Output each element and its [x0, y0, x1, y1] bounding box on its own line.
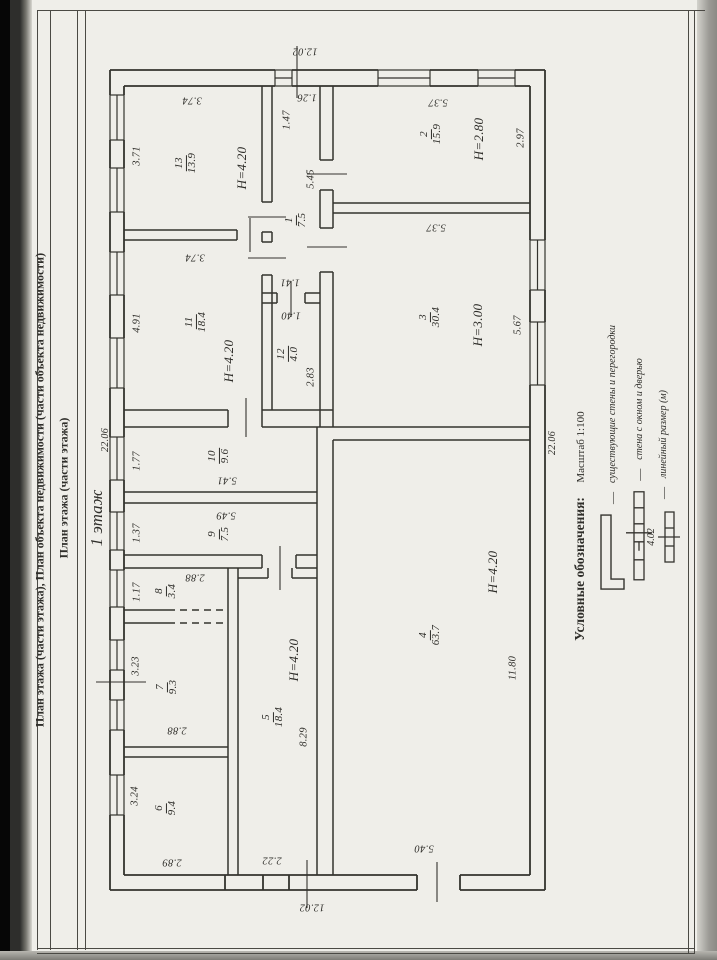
dim-5-49: 5.49 — [216, 509, 236, 521]
dim-5-67: 5.67 — [512, 315, 524, 335]
exterior-walls — [110, 70, 545, 890]
height-room11: H=4.20 — [221, 339, 237, 383]
room-7-label: 7 9.3 — [153, 679, 179, 695]
height-room4: H=4.20 — [485, 550, 501, 594]
dim-1-40: 1.40 — [281, 309, 301, 321]
dim-3-74-b: 3.74 — [185, 251, 205, 263]
room-12-label: 12 4.0 — [274, 346, 300, 362]
height-room2: H=2.80 — [471, 117, 487, 161]
header-document-title: План этажа (части этажа), План объекта недвижимости (части объекта недвижимости) — [32, 252, 47, 728]
floor-label: 1 этаж — [87, 489, 106, 547]
dim-1-47: 1.47 — [281, 110, 293, 130]
dim-5-41: 5.41 — [217, 474, 237, 486]
room-11-label: 11 18.4 — [182, 311, 208, 333]
legend-dimension-value: 4.02 — [646, 528, 657, 546]
height-room3: H=3.00 — [470, 303, 486, 347]
dim-2-83: 2.83 — [305, 367, 317, 387]
room-9-label: 9 7.5 — [205, 526, 231, 542]
dim-3-24: 3.24 — [129, 786, 141, 806]
room-10-label: 10 9.6 — [205, 448, 231, 464]
dim-12-02-top: 12.02 — [292, 45, 318, 57]
linear-dimension-symbol-icon — [658, 508, 680, 566]
dim-11-80: 11.80 — [507, 655, 519, 681]
linear-dimension-symbol — [646, 508, 680, 566]
legend-item-linear-dimension — [646, 390, 680, 566]
legend-label-existing-walls: существующие стены и перегородки — [606, 324, 618, 484]
dim-2-88-a: 2.88 — [185, 571, 205, 583]
dim-5-37-a: 5.37 — [428, 96, 448, 108]
dim-1-37: 1.37 — [131, 523, 143, 543]
dim-1-41: 1.41 — [280, 276, 300, 288]
legend-label-window-door-wall: стена с окном и дверью — [633, 358, 645, 460]
room-8-label: 8 3.4 — [152, 583, 178, 599]
dim-12-02-bottom: 12.02 — [299, 901, 325, 913]
legend-dash: — — [604, 492, 619, 505]
header-sheet-title: План этажа (части этажа) — [56, 417, 71, 559]
dim-5-37-b: 5.37 — [426, 221, 446, 233]
scale-label: Масштаб 1:100 — [575, 411, 587, 483]
dim-22-06-left: 22.06 — [99, 428, 111, 452]
existing-walls-symbol-icon — [598, 513, 626, 591]
dim-2-88-b: 2.88 — [167, 724, 187, 736]
room-6-label: 6 9.4 — [152, 800, 178, 816]
dim-2-97: 2.97 — [515, 128, 527, 148]
dim-4-91: 4.91 — [131, 313, 143, 333]
room-13-label: 13 13.9 — [172, 152, 198, 174]
dim-3-74-a: 3.74 — [182, 94, 202, 106]
legend-dash: — — [631, 468, 646, 481]
dim-22-06-right: 22.06 — [546, 431, 558, 455]
legend-item-existing-walls — [598, 325, 626, 591]
legend-dash: — — [655, 487, 670, 500]
room-4-label: 4 63.7 — [416, 624, 442, 646]
window-symbols — [110, 70, 545, 815]
room-5-label: 5 18.4 — [259, 706, 285, 728]
dim-2-89: 2.89 — [162, 856, 182, 868]
room-1-label: 1 7.5 — [282, 212, 308, 228]
interior-walls — [124, 86, 530, 875]
dim-1-17: 1.17 — [131, 582, 143, 602]
height-room13: H=4.20 — [234, 146, 250, 190]
legend-label-linear-dimension: линейный размер (м) — [657, 389, 669, 479]
dim-8-29: 8.29 — [298, 727, 310, 747]
dashed-partitions — [168, 610, 228, 623]
room-2-label: 2 15.9 — [417, 123, 443, 145]
dim-3-23: 3.23 — [130, 656, 142, 676]
height-room5: H=4.20 — [286, 638, 302, 682]
legend-title: Условные обозначения: — [572, 497, 587, 641]
dim-2-22: 2.22 — [262, 854, 282, 866]
dim-1-26: 1.26 — [297, 91, 317, 103]
room-3-label: 3 30.4 — [416, 306, 442, 328]
dim-5-40: 5.40 — [414, 842, 434, 854]
dim-1-77: 1.77 — [131, 451, 143, 471]
dim-3-71: 3.71 — [131, 146, 143, 166]
dim-5-45: 5.45 — [305, 169, 317, 189]
dimension-ticks — [96, 46, 437, 908]
